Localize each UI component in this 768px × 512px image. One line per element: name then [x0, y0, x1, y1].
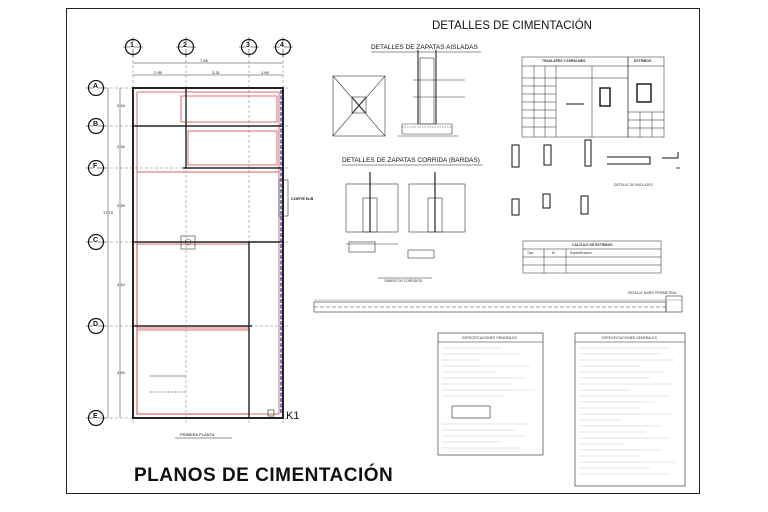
- calculo-header-espec: Especificación: [570, 251, 592, 255]
- zapatas-aisladas-title: DETALLES DE ZAPATAS AISLADAS: [371, 44, 478, 51]
- dim-row-4: 4.10: [117, 282, 125, 287]
- dim-overall: 7.65: [200, 58, 208, 63]
- dim-seg-3: 1.69: [261, 70, 269, 75]
- dim-row-3: 2.39: [117, 203, 125, 208]
- details-title: DETALLES DE CIMENTACIÓN: [432, 20, 592, 32]
- muro-perimetral-label: DETALLE MURO PERIMETRAL: [628, 291, 677, 295]
- dim-seg-1: 2.95: [154, 70, 162, 75]
- dim-row-1: 2.16: [117, 103, 125, 108]
- axis-F-label: F: [93, 163, 98, 170]
- dim-seg-2: 3.31: [212, 70, 220, 75]
- spec-right-title: ESPECIFICACIONES GENERALES: [602, 336, 657, 340]
- plan-caption: PRIMERA PLANTA: [180, 432, 215, 437]
- axis-4-label: 4: [280, 42, 284, 49]
- estribos-title: ESTRIBOS: [634, 59, 652, 63]
- axis-D-label: D: [93, 321, 99, 328]
- axis-1-label: 1: [130, 42, 134, 49]
- axis-2-label: 2: [183, 42, 187, 49]
- axis-C-label: C: [93, 237, 99, 244]
- sheet-title: PLANOS DE CIMENTACIÓN: [134, 465, 394, 486]
- axis-E-label: E: [93, 413, 98, 420]
- traslapes-title: TRASLAPES Y EMPALMES: [542, 59, 586, 63]
- calculo-header-tipo: Tipo: [527, 251, 534, 255]
- dim-total: 17.70: [103, 210, 114, 215]
- corte-label: CORTE B-B: [291, 196, 314, 201]
- anclajes-label: DETALLE DE ANCLAJES: [614, 183, 653, 187]
- spec-left-title: ESPECIFICACIONES GENERALES: [462, 336, 517, 340]
- axis-3-label: 3: [246, 42, 250, 49]
- dim-row-5: 4.05: [117, 370, 125, 375]
- axis-B-label: B: [93, 121, 99, 128]
- k1-label: K1: [286, 410, 300, 422]
- zapatas-corrida-title: DETALLES DE ZAPATAS CORRIDA (BARDAS): [342, 157, 480, 164]
- cimientos-label: CIMIENTOS CORRIDOS: [384, 279, 422, 283]
- dim-row-2: 2.16: [117, 144, 125, 149]
- axis-A-label: A: [93, 83, 99, 90]
- calculo-title: CÁLCULO DE ESTRIBOS: [572, 243, 613, 247]
- calculo-header-diam: Ø: [552, 251, 555, 255]
